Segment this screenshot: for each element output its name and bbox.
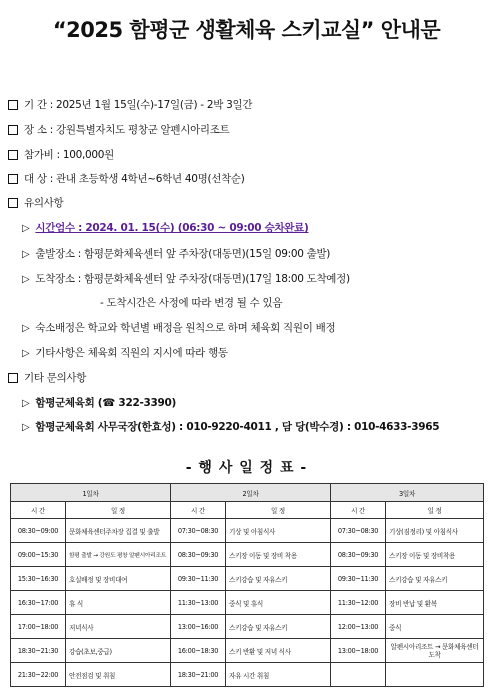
cell-plan: 스키 반환 및 저녁 식사 [226,639,331,663]
contact1-text: 함평군체육회 (☎ 322-3390) [35,397,177,409]
cell-plan: 문화체육센터주차장 집결 및 출발 [66,519,171,543]
notes-title: 유의사항 [24,197,64,209]
day-2-header: 2일차 [171,484,331,502]
checkbox-icon [8,125,18,135]
info-contact [8,370,86,385]
table-row [11,663,484,687]
place-text: 장 소 : 강원특별자치도 평창군 알펜시아리조트 [24,124,230,136]
col-plan: 일 정 [386,502,484,519]
cell-plan: 스키장 이동 및 장비착용 [386,543,484,567]
day-1-header: 1일차 [11,484,171,502]
col-time: 시 간 [171,502,226,519]
cell-plan: 저녁식사 [66,615,171,639]
cell-time: 16:00~18:30 [171,639,226,663]
fee-text: 참가비 : 100,000원 [24,149,115,161]
checkbox-icon [8,198,18,208]
cell-time: 16:30~17:00 [11,591,66,615]
triangle-icon: ▷ [22,223,30,234]
cell-plan: 중식 및 휴식 [226,591,331,615]
table-row [11,591,484,615]
note-departure [8,246,330,261]
info-fee [8,147,114,162]
table-row [11,615,484,639]
cell-time: 17:00~18:00 [11,615,66,639]
info-target [8,171,245,186]
cell-plan: 알펜시아리조트 → 문화체육센터 도착 [386,639,484,663]
info-period [8,97,252,112]
day-3-header: 3일차 [331,484,484,502]
lodging-text: 숙소배정은 학교와 학년별 배정을 원칙으로 하며 체육회 직원이 배정 [35,322,336,334]
table-row [11,567,484,591]
info-place [8,122,229,137]
triangle-icon: ▷ [22,274,30,285]
arrival-text: 도착장소 : 함평문화체육센터 앞 주차장(대동면)(17일 18:00 도착예정) [35,273,350,285]
col-plan: 일 정 [66,502,171,519]
cell-time: 09:30~11:30 [171,567,226,591]
cell-time: 08:30~09:00 [11,519,66,543]
contact-title: 기타 문의사항 [24,372,87,384]
cell-plan: 스키강습 및 자유스키 [386,567,484,591]
cell-time: 07:30~08:30 [331,519,386,543]
cell-time: 13:00~18:00 [331,639,386,663]
cell-plan: 스키강습 및 자유스키 [226,615,331,639]
page-title: “2025 함평군 생활체육 스키교실” 안내문 [52,18,441,42]
cell-time: 09:00~15:30 [11,543,66,567]
cell-time: 08:30~09:30 [171,543,226,567]
cell-time: 11:30~13:00 [171,591,226,615]
cell-plan: 함평 출발 → 강원도 평창 알펜시아리조트 [66,543,171,567]
col-plan: 일 정 [226,502,331,519]
cell-plan: 자유 시간 취침 [226,663,331,687]
cell-plan: 안전점검 및 취침 [66,663,171,687]
cell-plan: 휴 식 [66,591,171,615]
cell-plan: 강습(초보,중급) [66,639,171,663]
cell-time [331,663,386,687]
cell-time: 12:00~13:00 [331,615,386,639]
cell-time: 11:30~12:00 [331,591,386,615]
cell-time: 09:30~11:30 [331,567,386,591]
note-arrival-sub [100,295,282,310]
contact-1 [8,395,176,410]
contact2-text: 함평군체육회 사무국장(한효성) : 010-9220-4011 , 담 당(박수경) : 010-4633-3965 [35,421,440,433]
note-other [8,345,228,360]
cell-time: 07:30~08:30 [171,519,226,543]
checkbox-icon [8,100,18,110]
note-deadline [8,220,308,235]
other-text: 기타사항은 체육회 직원의 지시에 따라 행동 [35,347,228,359]
note-lodging [8,320,335,335]
table-row [11,543,484,567]
departure-text: 출발장소 : 함평문화체육센터 앞 주차장(대동면)(15일 09:00 출발) [35,248,331,260]
cell-plan: 스키장 이동 및 장비 착용 [226,543,331,567]
checkbox-icon [8,174,18,184]
cell-time: 18:30~21:00 [171,663,226,687]
table-row [11,639,484,663]
col-time: 시 간 [11,502,66,519]
cell-time: 21:30~22:00 [11,663,66,687]
table-column-header [11,502,484,519]
triangle-icon: ▷ [22,348,30,359]
cell-time: 08:30~09:30 [331,543,386,567]
checkbox-icon [8,150,18,160]
period-text: 기 간 : 2025년 1월 15일(수)-17일(금) - 2박 3일간 [24,99,253,111]
triangle-icon: ▷ [22,249,30,260]
checkbox-icon [8,373,18,383]
cell-plan: 호실배정 및 장비대여 [66,567,171,591]
cell-plan: 스키강습 및 자유스키 [226,567,331,591]
triangle-filled-icon: ▷ [22,398,30,409]
cell-plan [386,663,484,687]
table-day-header [11,484,484,502]
triangle-filled-icon: ▷ [22,422,30,433]
contact-2 [8,419,439,434]
triangle-icon: ▷ [22,323,30,334]
cell-plan: 기상 및 아침식사 [226,519,331,543]
deadline-text: 시간엄수 : 2024. 01. 15(수) (06:30 ~ 09:00 승차완료) [35,222,309,234]
note-arrival [8,271,350,286]
cell-plan: 기상(짐정리) 및 아침식사 [386,519,484,543]
cell-plan: 장비 반납 및 환복 [386,591,484,615]
cell-time: 15:30~16:30 [11,567,66,591]
cell-plan: 중식 [386,615,484,639]
arrival-note-text: - 도착시간은 사정에 따라 변경 될 수 있음 [100,297,283,309]
cell-time: 13:00~16:00 [171,615,226,639]
info-notes [8,195,63,210]
table-row [11,519,484,543]
schedule-title: - 행 사 일 정 표 - [185,460,308,476]
schedule-table [10,483,484,687]
cell-time: 18:30~21:30 [11,639,66,663]
col-time: 시 간 [331,502,386,519]
target-text: 대 상 : 관내 초등학생 4학년~6학년 40명(선착순) [24,173,245,185]
